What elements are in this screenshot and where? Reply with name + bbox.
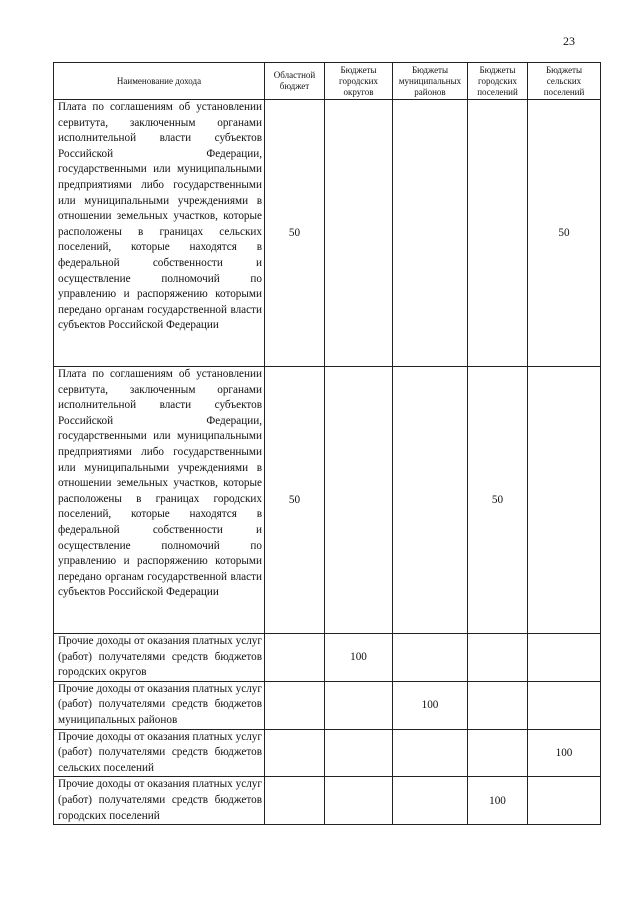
table-row [54, 729, 601, 777]
municipal-district-value [393, 634, 468, 682]
rural-settlement-value: 50 [528, 100, 601, 367]
city-district-value [325, 681, 393, 729]
header-city-district-budgets: Бюджеты городских округов [325, 63, 393, 100]
rural-settlement-value [528, 681, 601, 729]
regional-budget-value [265, 634, 325, 682]
revenue-name-cell: Прочие доходы от оказания платных услуг (работ) получателями средств бюджетов муниципальных районов [54, 681, 265, 729]
header-urban-settlement-budgets: Бюджеты городских поселений [468, 63, 528, 100]
urban-settlement-value [468, 681, 528, 729]
page-number: 23 [563, 34, 575, 48]
municipal-district-value [393, 367, 468, 634]
table-row [54, 681, 601, 729]
revenue-name-cell: Прочие доходы от оказания платных услуг (работ) получателями средств бюджетов городских поселений [54, 777, 265, 825]
municipal-district-value [393, 777, 468, 825]
municipal-district-value: 100 [393, 681, 468, 729]
revenue-name-cell: Прочие доходы от оказания платных услуг (работ) получателями средств бюджетов городских округов [54, 634, 265, 682]
city-district-value [325, 729, 393, 777]
table-row [54, 367, 601, 634]
urban-settlement-value [468, 634, 528, 682]
revenue-name-cell: Плата по соглашениям об установлении сервитута, заключенным органами исполнительной власти субъектов Российской Федерации, государственными или муниципальными предприятиями либо государственными или муниципальными учреждениями в отношении земельных участков, которые расположены в границах городских поселений, которые находятся в федеральной собственности и осуществление полномочий по управлению и распоряжению которыми передано органам государственной власти субъектов Российской Федерации [54, 367, 265, 634]
rural-settlement-value [528, 777, 601, 825]
table-row [54, 777, 601, 825]
rural-settlement-value [528, 367, 601, 634]
rural-settlement-value [528, 634, 601, 682]
revenue-name-cell: Плата по соглашениям об установлении сервитута, заключенным органами исполнительной власти субъектов Российской Федерации, государственными или муниципальными предприятиями либо государственными или муниципальными учреждениями в отношении земельных участков, которые расположены в границах сельских поселений, которые находятся в федеральной собственности и осуществление полномочий по управлению и распоряжению которыми передано органам государственной власти субъектов Российской Федерации [54, 100, 265, 367]
regional-budget-value: 50 [265, 100, 325, 367]
header-rural-settlement-budgets: Бюджеты сельских поселений [528, 63, 601, 100]
regional-budget-value: 50 [265, 367, 325, 634]
urban-settlement-value [468, 729, 528, 777]
regional-budget-value [265, 681, 325, 729]
regional-budget-value [265, 729, 325, 777]
table-row [54, 100, 601, 367]
municipal-district-value [393, 100, 468, 367]
city-district-value [325, 100, 393, 367]
header-regional-budget: Областной бюджет [265, 63, 325, 100]
urban-settlement-value: 100 [468, 777, 528, 825]
revenue-name-cell: Прочие доходы от оказания платных услуг (работ) получателями средств бюджетов сельских поселений [54, 729, 265, 777]
city-district-value: 100 [325, 634, 393, 682]
city-district-value [325, 777, 393, 825]
table-header-row [54, 63, 601, 100]
city-district-value [325, 367, 393, 634]
urban-settlement-value: 50 [468, 367, 528, 634]
table-row [54, 634, 601, 682]
header-municipal-district-budgets: Бюджеты муниципальных районов [393, 63, 468, 100]
urban-settlement-value [468, 100, 528, 367]
rural-settlement-value: 100 [528, 729, 601, 777]
header-revenue-name: Наименование дохода [54, 63, 265, 100]
revenue-distribution-table [53, 62, 601, 825]
regional-budget-value [265, 777, 325, 825]
municipal-district-value [393, 729, 468, 777]
